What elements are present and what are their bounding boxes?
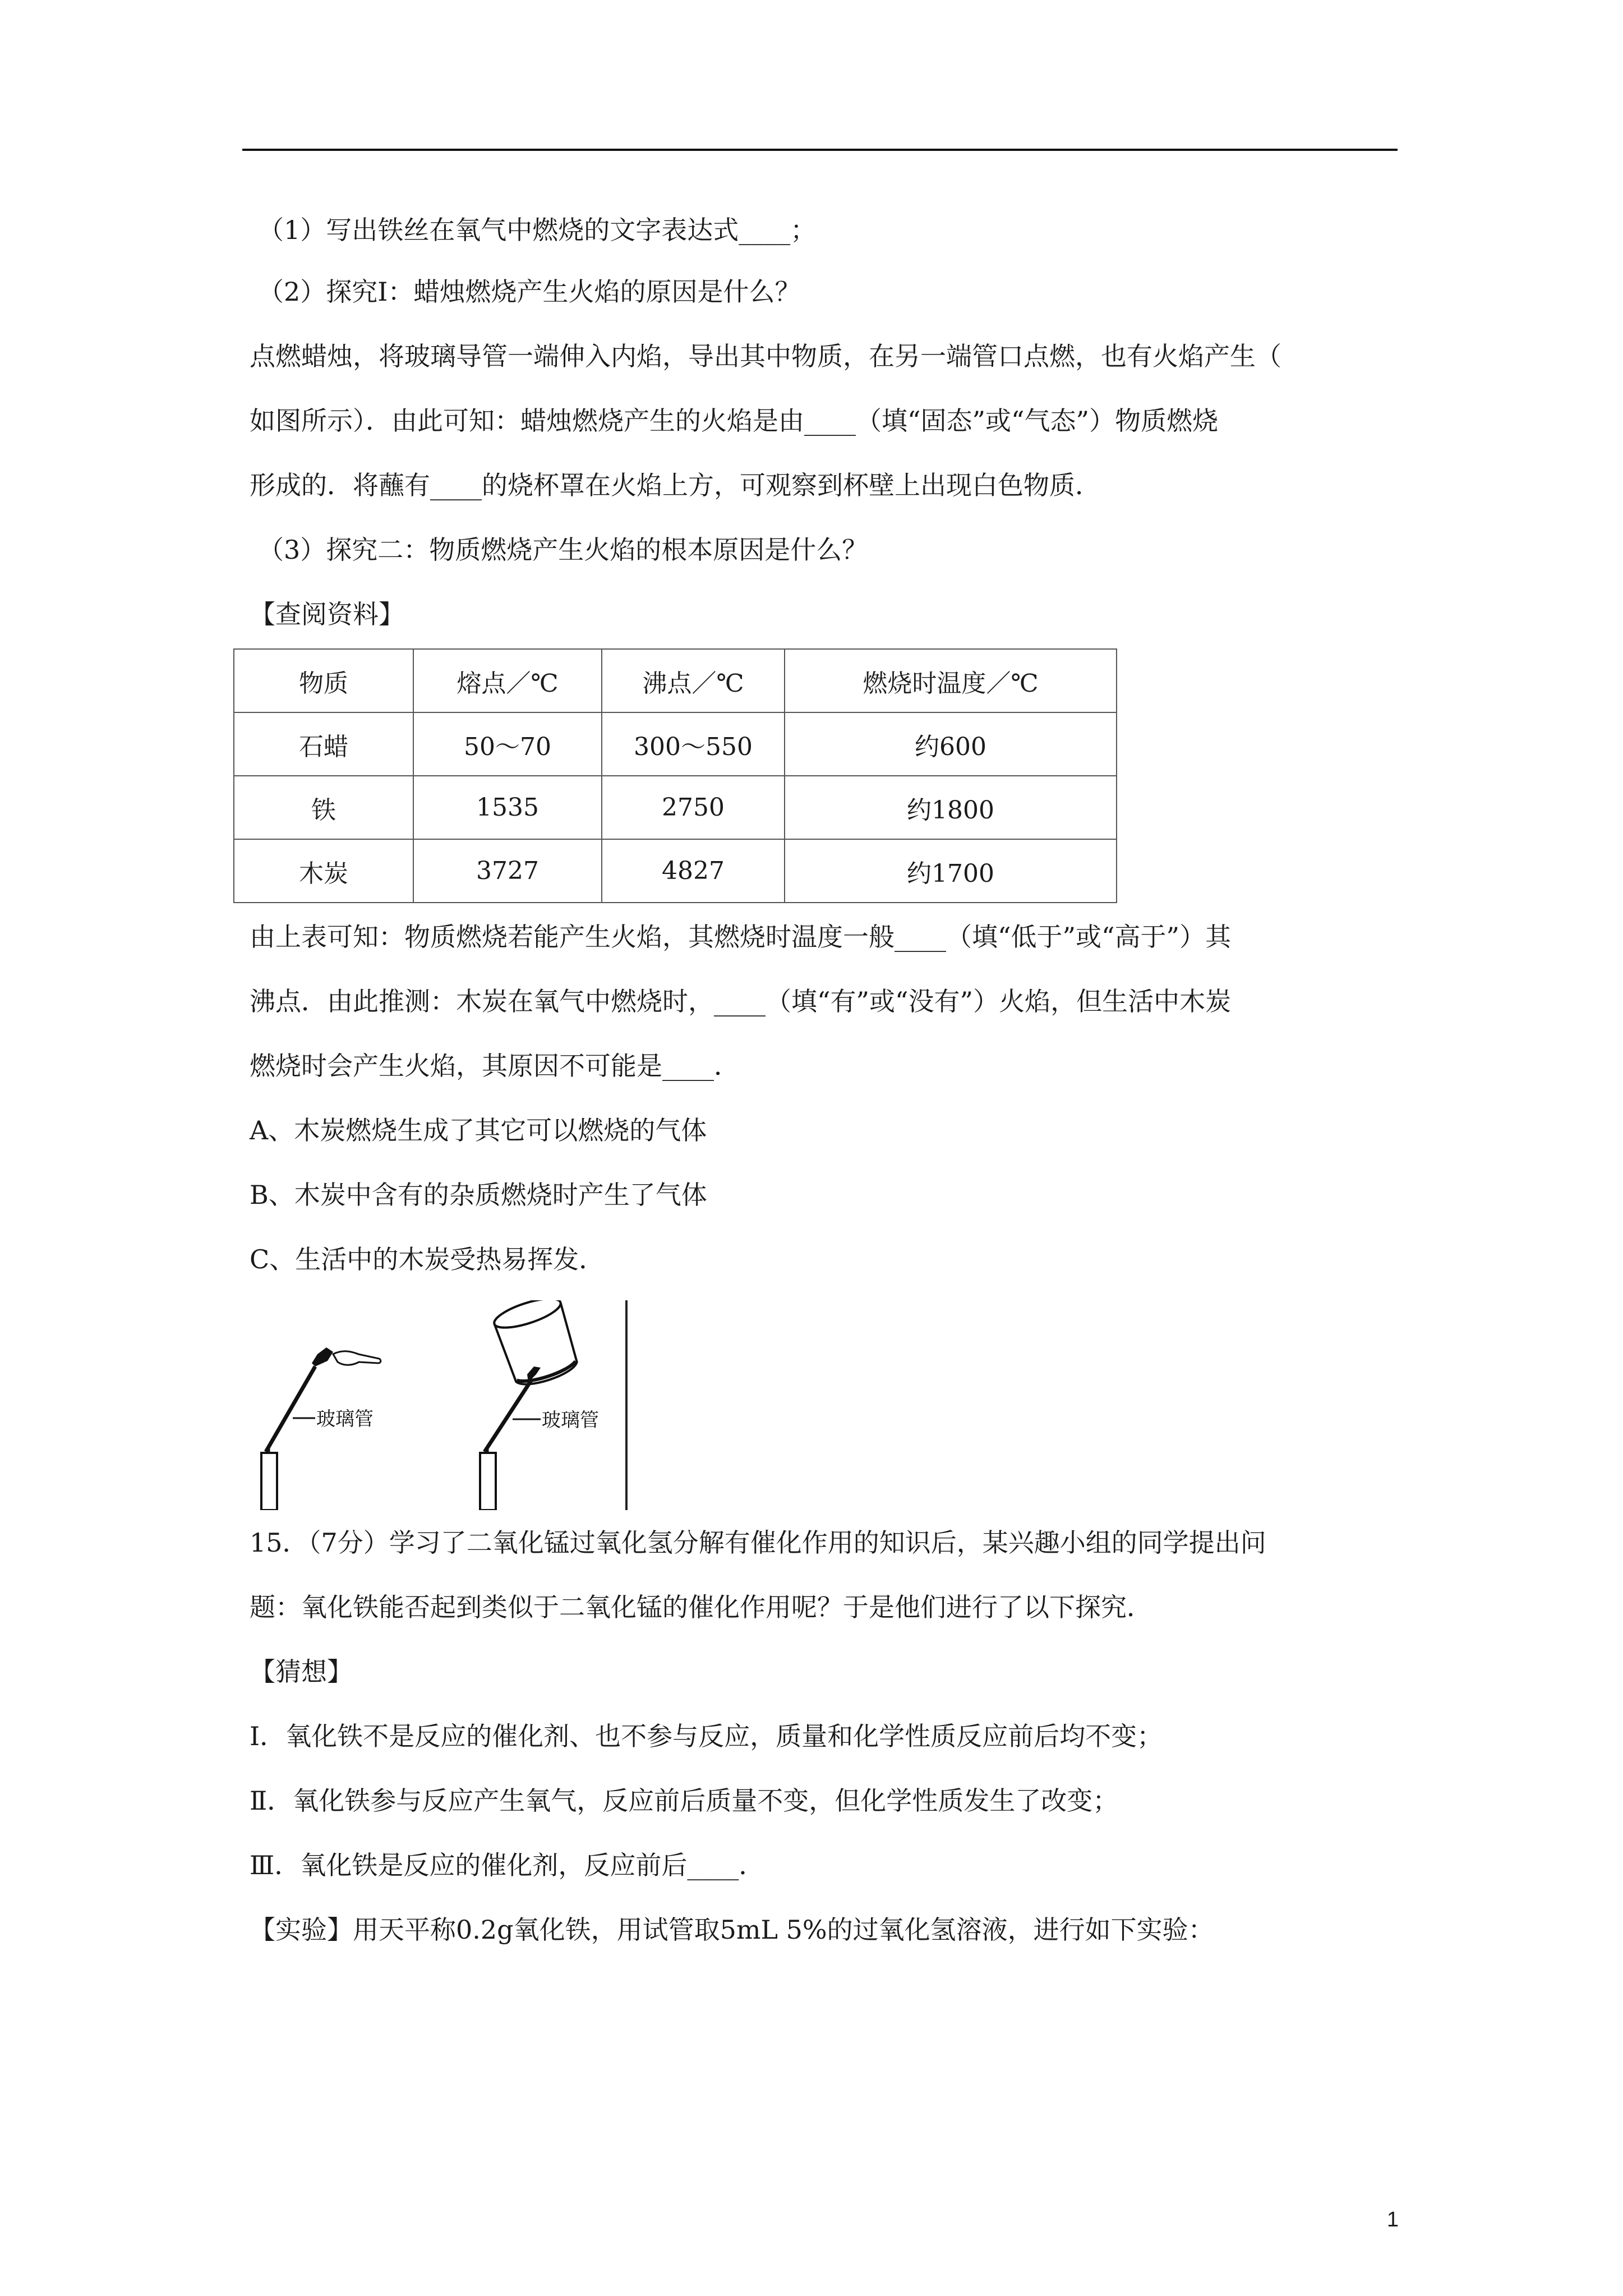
page-number: 1 [1386,2208,1399,2231]
table-header-cell: 燃烧时温度／℃ [785,649,1117,712]
q14-text-line: 燃烧时会产生火焰，其原因不可能是____． [250,1051,740,1081]
glass-tube-icon [485,1379,532,1452]
table-row [234,712,1117,776]
right-apparatus [480,1300,599,1510]
candle-icon [261,1453,277,1510]
hand-icon [333,1351,381,1365]
q14-part2: （2）探究Ⅰ：蜡烛燃烧产生火焰的原因是什么？ [258,277,801,307]
q14-text-line: 如图所示）．由此可知：蜡烛燃烧产生的火焰是由____（填“固态”或“气态”）物质燃烧 [250,406,1219,436]
q14-part3: （3）探究二：物质燃烧产生火焰的根本原因是什么？ [258,535,868,565]
experiment-line: 【实验】用天平称0.2g氧化铁，用试管取5mL 5%的过氧化氢溶液，进行如下实验： [250,1915,1214,1945]
q14-text-line: 点燃蜡烛，将玻璃导管一端伸入内焰，导出其中物质，在另一端管口点燃，也有火焰产生（ [250,341,1281,371]
table-cell: 石蜡 [234,712,413,776]
table-header-cell: 熔点／℃ [413,649,602,712]
table-row [234,776,1117,839]
section-heading: 【猜想】 [250,1657,353,1687]
table-cell: 4827 [602,839,785,903]
hypothesis-3: Ⅲ．氧化铁是反应的催化剂，反应前后____． [250,1850,765,1880]
header-rule [242,149,1398,151]
q14-part1: （1）写出铁丝在氧气中燃烧的文字表达式____； [258,215,817,245]
table-cell: 约600 [785,712,1117,776]
option-a: A、木炭燃烧生成了其它可以燃烧的气体 [250,1115,707,1145]
left-apparatus [261,1347,381,1510]
glass-tube-label: 玻璃管 [316,1409,374,1430]
table-header-cell: 沸点／℃ [602,649,785,712]
table-cell: 300～550 [602,712,785,776]
table-cell: 50～70 [413,712,602,776]
flame-icon [312,1347,333,1366]
q14-text-line: 由上表可知：物质燃烧若能产生火焰，其燃烧时温度一般____（填“低于”或“高于”）其 [250,922,1232,952]
q15-text-line: 15．（7分）学习了二氧化锰过氧化氢分解有催化作用的知识后，某兴趣小组的同学提出问 [250,1527,1266,1558]
section-heading: 【查阅资料】 [250,599,404,629]
hypothesis-2: Ⅱ．氧化铁参与反应产生氧气，反应前后质量不变，但化学性质发生了改变； [250,1786,1119,1816]
option-c: C、生活中的木炭受热易挥发． [250,1244,605,1274]
table-cell: 2750 [602,776,785,839]
table-cell: 3727 [413,839,602,903]
table-header-row [234,649,1117,712]
table-cell: 铁 [234,776,413,839]
q14-text-line: 形成的．将蘸有____的烧杯罩在火焰上方，可观察到杯壁上出现白色物质． [250,470,1101,500]
table-cell: 约1700 [785,839,1117,903]
hypothesis-1: Ⅰ．氧化铁不是反应的催化剂、也不参与反应，质量和化学性质反应前后均不变； [250,1721,1163,1751]
table-row [234,839,1117,903]
melting-boiling-table [233,648,1117,903]
candle-icon [480,1453,496,1510]
table-cell: 约1800 [785,776,1117,839]
table-header-cell: 物质 [234,649,413,712]
beaker-icon [491,1300,582,1391]
option-b: B、木炭中含有的杂质燃烧时产生了气体 [250,1180,707,1210]
q14-text-line: 沸点．由此推测：木炭在氧气中燃烧时，____（填“有”或“没有”）火焰，但生活中木炭 [250,986,1232,1016]
table-cell: 1535 [413,776,602,839]
glass-tube-label: 玻璃管 [542,1410,599,1431]
candle-glass-tube-figure [249,1300,628,1510]
q15-text-line: 题：氧化铁能否起到类似于二氧化锰的催化作用呢？于是他们进行了以下探究． [250,1592,1152,1622]
glass-tube-icon [266,1366,315,1452]
table-cell: 木炭 [234,839,413,903]
